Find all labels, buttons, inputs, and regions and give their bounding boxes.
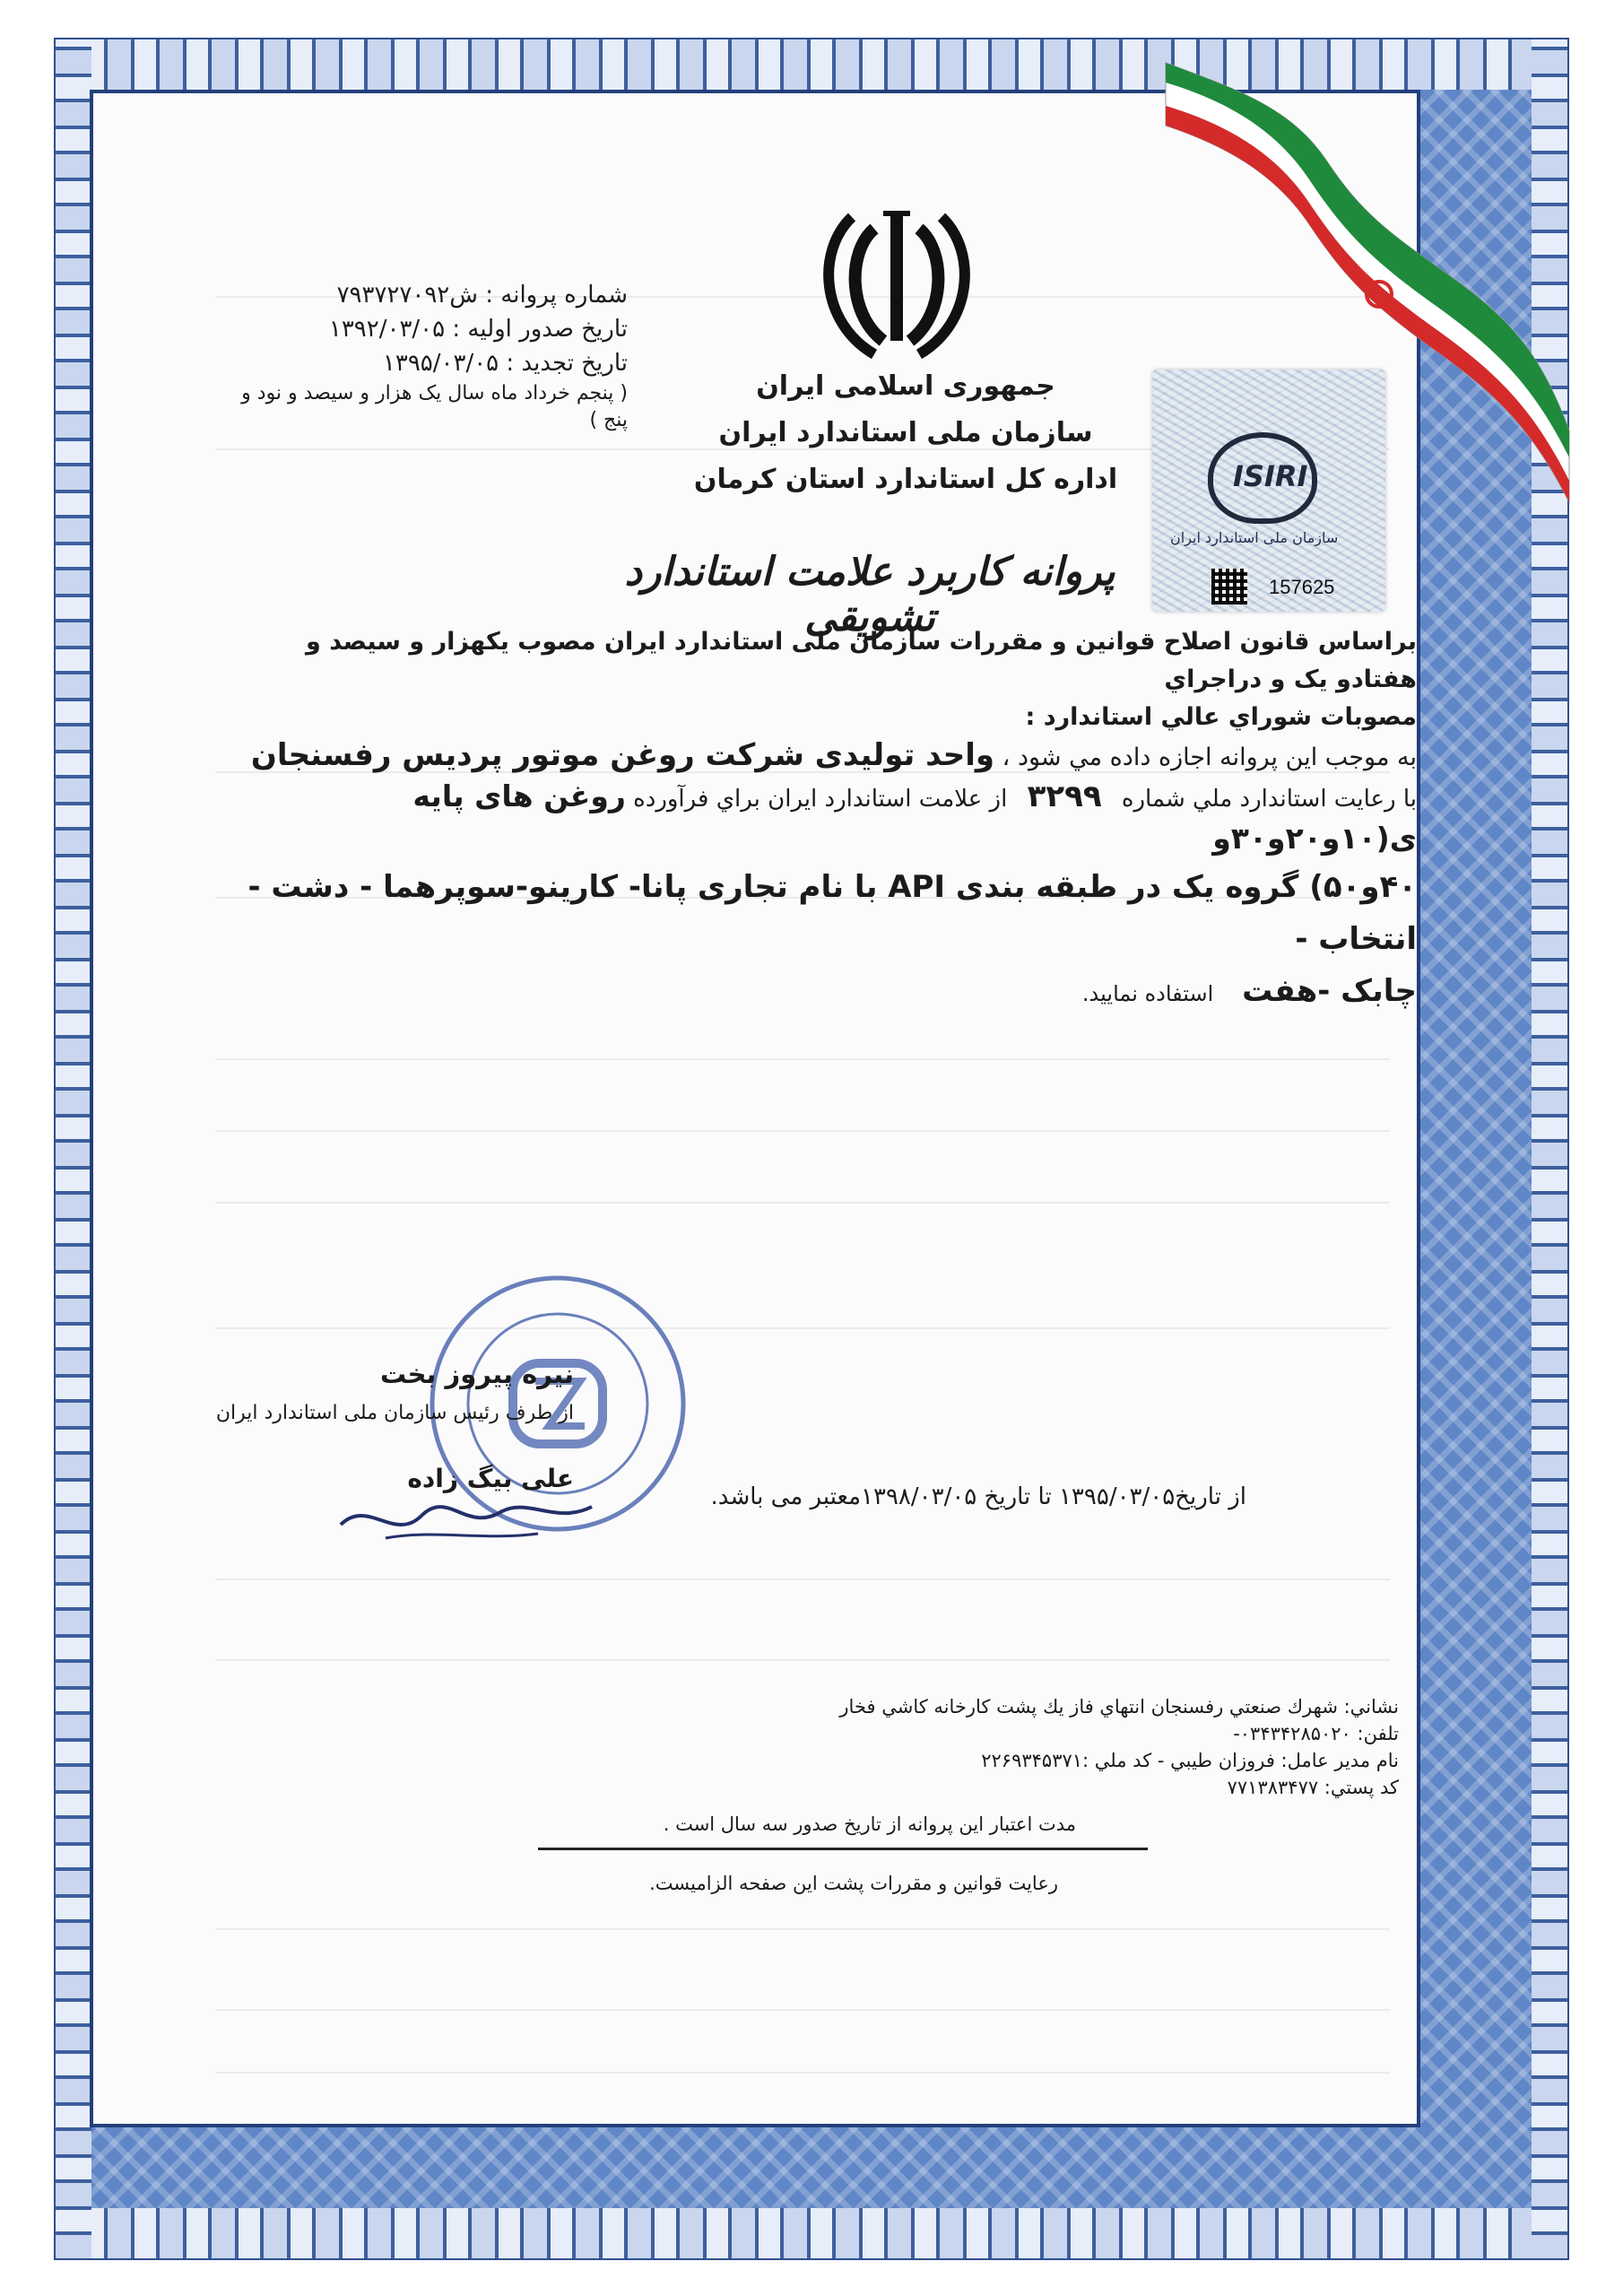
border-chain-bottom — [56, 2208, 1567, 2258]
signer-name: نیره پیروز بخت — [379, 1359, 574, 1389]
address-postal: كد پستي: ۷۷۱۳۸۳۴۷۷ — [1227, 1777, 1399, 1798]
second-signer-name: علی بیگ زاده — [407, 1464, 574, 1493]
border-chain-left — [56, 39, 91, 2258]
preamble-line-1: براساس قانون اصلاح قوانین و مقررات سازمان ملی استاندارد ایران مصوب یکهزار و سیصد و هفتادو یک و دراجراي — [306, 628, 1417, 693]
renew-date-words: ( پنجم خرداد ماه سال یک هزار و سیصد و نود و — [241, 382, 628, 404]
hologram-serial: 157625 — [1269, 576, 1335, 598]
iran-emblem-icon — [812, 206, 982, 359]
validity-note: مدت اعتبار این پروانه از تاریخ صدور سه سال است . — [663, 1813, 1076, 1835]
standard-line — [224, 777, 1417, 861]
handwritten-signature — [332, 1471, 601, 1552]
address-block — [708, 1693, 1399, 1801]
qr-code-icon — [1211, 569, 1247, 604]
signer-role: از طرف رئیس سازمان ملی استاندارد ایران — [215, 1402, 574, 1424]
address-location: نشاني: شهرك صنعتي رفسنجان انتهاي فاز يك پشت كارخانه كاشي فخار — [839, 1696, 1399, 1718]
license-meta — [215, 278, 628, 434]
standard-prefix: با رعایت استاندارد ملي شماره — [1121, 786, 1417, 813]
organization-name: سازمان ملی استاندارد ایران — [718, 417, 1093, 448]
grant-prefix: به موجب این پروانه اجازه داده مي شود ، — [1002, 744, 1417, 771]
renew-date-words-end: پنج ) — [589, 409, 628, 431]
company-name: واحد تولیدی شرکت روغن موتور پردیس رفسنجان — [250, 737, 995, 773]
hologram-caption: سازمان ملی استاندارد ایران — [1170, 529, 1339, 546]
issuer-header — [681, 363, 1130, 503]
grant-line — [224, 736, 1417, 777]
certificate-title: پروانه کاربرد علامت استاندارد تشویقی — [624, 549, 1115, 640]
security-hologram — [1152, 370, 1385, 612]
standard-number: ۳۲۹۹ — [1027, 778, 1102, 814]
product-line-2: ۴۰و۵۰) گروه یک در طبقه بندی API با نام تجاری پانا- کارینو-سوپرهما - دشت - انتخاب - — [247, 869, 1417, 957]
address-phone: تلفن: ۰۳۴۳۴۲۸۵۰۲۰- — [1233, 1723, 1399, 1744]
hologram-logo-text: ISIRI — [1233, 459, 1308, 493]
preamble-line-2: مصوبات شوراي عالي استاندارد : — [1025, 703, 1417, 731]
rules-note: رعایت قوانین و مقررات پشت این صفحه الزامیست. — [649, 1873, 1058, 1894]
product-line-1: روغن های پایه ی(۱۰و۲۰و۳۰و — [412, 778, 1417, 856]
renew-date: تاریخ تجدید : ۱۳۹۵/۰۳/۰۵ — [382, 350, 628, 377]
validity-period: از تاریخ۱۳۹۵/۰۳/۰۵ تا تاریخ ۱۳۹۸/۰۳/۰۵معتبر می باشد. — [710, 1483, 1246, 1510]
issue-date: تاریخ صدور اولیه : ۱۳۹۲/۰۳/۰۵ — [328, 316, 628, 343]
standard-middle: از علامت استاندارد ایران براي فرآورده — [633, 786, 1008, 813]
license-number: شماره پروانه : ش۷۹۳۷۲۷۰۹۲ — [336, 282, 628, 309]
address-manager: نام مدیر عامل: فروزان طيبي - كد ملي :۲۲۶۹۳۴۵۳۷۱ — [981, 1750, 1399, 1771]
certificate-body — [224, 623, 1417, 1020]
closing-text: استفاده نمایید. — [1081, 981, 1214, 1006]
product-brands-end: چابک -هفت — [1242, 973, 1417, 1009]
department-name: اداره کل استاندارد استان کرمان — [693, 464, 1118, 495]
country-name: جمهوری اسلامی ایران — [756, 370, 1055, 402]
product-line-3 — [224, 965, 1417, 1020]
divider — [538, 1848, 1148, 1850]
